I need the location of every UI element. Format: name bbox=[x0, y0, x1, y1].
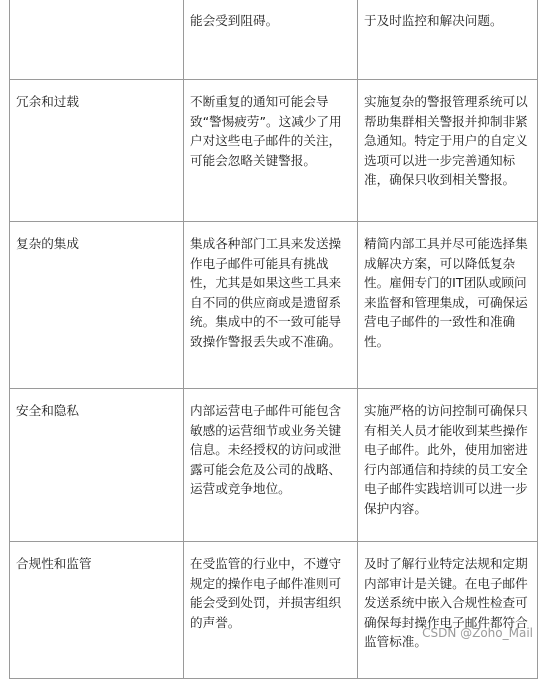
csdn-watermark: CSDN @Zoho_Mail bbox=[422, 626, 533, 640]
challenge-text: 不断重复的通知可能会导致“警惕疲劳”。这减少了用户对这些电子邮件的关注，可能会忽略关键警报。 bbox=[190, 94, 342, 168]
solution-text: 实施严格的访问控制可确保只有相关人员才能收到某些操作电子邮件。此外，使用加密进行内部通信和持续的员工安全电子邮件实践培训可以进一步保护内容。 bbox=[364, 403, 528, 516]
row-title-cell: 安全和隐私 bbox=[10, 389, 184, 542]
challenge-text: 集成各种部门工具来发送操作电子邮件可能具有挑战性，尤其是如果这些工具来自不同的供应商或是遗留系统。集成中的不一致可能导致操作警报丢失或不准确。 bbox=[190, 236, 342, 349]
solution-cell bbox=[358, 389, 538, 542]
table-row bbox=[10, 222, 538, 389]
challenge-cell bbox=[184, 222, 358, 389]
challenge-cell bbox=[184, 389, 358, 542]
row-title-cell: 合规性和监管 bbox=[10, 542, 184, 679]
challenge-cell bbox=[184, 0, 358, 80]
solution-cell bbox=[358, 542, 538, 679]
row-title-cell: 复杂的集成 bbox=[10, 222, 184, 389]
table-row bbox=[10, 542, 538, 679]
table-row bbox=[10, 0, 538, 80]
challenge-text: 能会受到阻碍。 bbox=[190, 13, 279, 28]
solution-cell bbox=[358, 80, 538, 222]
solution-cell bbox=[358, 0, 538, 80]
challenges-table bbox=[9, 0, 538, 679]
challenge-text: 在受监管的行业中，不遵守规定的操作电子邮件准则可能会受到处罚，并损害组织的声誉。 bbox=[190, 556, 342, 630]
solution-text: 于及时监控和解决问题。 bbox=[364, 13, 503, 28]
row-title-cell bbox=[10, 0, 184, 80]
row-title-cell: 冗余和过载 bbox=[10, 80, 184, 222]
solution-text: 及时了解行业特定法规和定期内部审计是关键。在电子邮件发送系统中嵌入合规性检查可确保每封操作电子邮件都符合监管标准。 bbox=[364, 556, 528, 649]
table-row bbox=[10, 389, 538, 542]
solution-text: 实施复杂的警报管理系统可以帮助集群相关警报并抑制非紧急通知。特定于用户的自定义选项可以进一步完善通知标准，确保只收到相关警报。 bbox=[364, 94, 528, 187]
table-row bbox=[10, 80, 538, 222]
challenge-text: 内部运营电子邮件可能包含敏感的运营细节或业务关键信息。未经授权的访问或泄露可能会危及公司的战略、运营或竞争地位。 bbox=[190, 403, 342, 496]
challenge-cell bbox=[184, 542, 358, 679]
solution-text: 精简内部工具并尽可能选择集成解决方案，可以降低复杂性。雇佣专门的IT团队或顾问来监督和管理集成，可确保运营电子邮件的一致性和准确性。 bbox=[364, 236, 528, 349]
challenge-cell bbox=[184, 80, 358, 222]
solution-cell bbox=[358, 222, 538, 389]
